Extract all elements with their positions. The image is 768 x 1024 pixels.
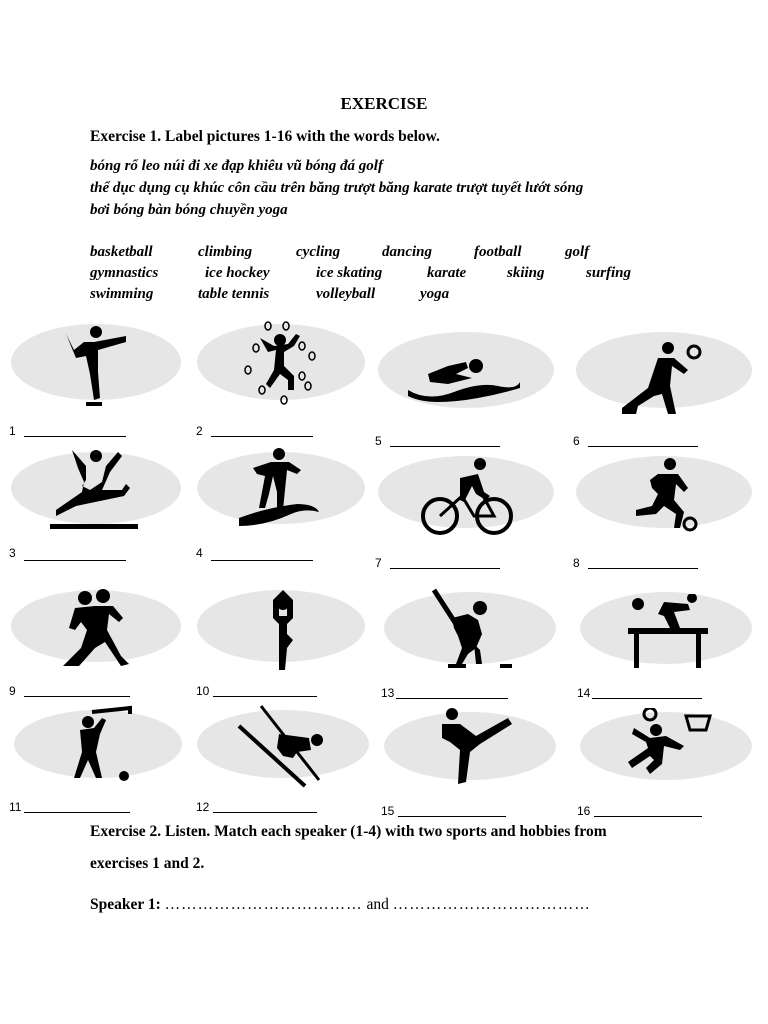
answer-blank-13[interactable] — [396, 698, 508, 699]
word-ice-hockey: ice hockey — [205, 265, 270, 281]
basketball-icon — [620, 708, 720, 792]
word-climbing: climbing — [198, 244, 253, 260]
picture-9 — [6, 586, 206, 708]
picture-number: 9 — [9, 684, 16, 698]
picture-12 — [193, 704, 393, 826]
yoga-icon — [253, 588, 313, 676]
picture-16 — [574, 708, 768, 830]
answer-blank-12[interactable] — [213, 812, 317, 813]
answer-blank-2[interactable] — [211, 436, 313, 437]
speaker-1-row — [90, 896, 591, 914]
vietnamese-line-3: bơi bóng bàn bóng chuyền yoga — [90, 202, 288, 218]
answer-blank-16[interactable] — [594, 816, 702, 817]
picture-number: 16 — [577, 804, 591, 818]
word-yoga: yoga — [420, 286, 450, 302]
answer-blank-9[interactable] — [24, 696, 130, 697]
picture-number: 14 — [577, 686, 591, 700]
answer-blank-10[interactable] — [213, 696, 317, 697]
picture-8 — [570, 452, 768, 574]
word-gymnastics: gymnastics — [90, 265, 159, 281]
word-golf: golf — [565, 244, 590, 260]
picture-6 — [570, 326, 768, 448]
picture-2 — [193, 318, 393, 440]
answer-blank-6[interactable] — [588, 446, 698, 447]
answer-blank-3[interactable] — [24, 560, 126, 561]
picture-number: 2 — [196, 424, 203, 438]
ice-skating-icon — [56, 320, 146, 410]
word-cycling: cycling — [296, 244, 341, 260]
word-table-tennis: table tennis — [198, 286, 270, 302]
picture-number: 7 — [375, 556, 382, 570]
picture-number: 10 — [196, 684, 210, 698]
picture-number: 13 — [381, 686, 395, 700]
surfing-icon — [235, 446, 325, 536]
answer-blank-14[interactable] — [592, 698, 702, 699]
and-connector: and — [366, 896, 389, 913]
volleyball-icon — [618, 330, 708, 420]
speaker-1-answer-2[interactable]: ……………………………… — [392, 896, 591, 913]
answer-blank-11[interactable] — [24, 812, 130, 813]
word-volleyball: volleyball — [316, 286, 376, 302]
picture-number: 4 — [196, 546, 203, 560]
page-title: EXERCISE — [340, 94, 428, 113]
word-football: football — [474, 244, 522, 260]
answer-blank-1[interactable] — [24, 436, 126, 437]
picture-11 — [6, 704, 206, 826]
word-basketball: basketball — [90, 244, 153, 260]
picture-number: 8 — [573, 556, 580, 570]
speaker-1-label: Speaker 1: — [90, 896, 161, 913]
answer-blank-7[interactable] — [390, 568, 500, 569]
football-icon — [622, 454, 712, 544]
climbing-icon — [238, 318, 328, 408]
picture-15 — [378, 708, 578, 830]
picture-number: 11 — [9, 800, 22, 814]
picture-number: 6 — [573, 434, 580, 448]
answer-blank-4[interactable] — [211, 560, 313, 561]
skiing-icon — [235, 704, 335, 794]
picture-4 — [193, 446, 393, 568]
gymnastics-icon — [46, 446, 146, 536]
word-swimming: swimming — [90, 286, 154, 302]
picture-number: 12 — [196, 800, 210, 814]
picture-number: 1 — [9, 424, 16, 438]
answer-blank-15[interactable] — [398, 816, 506, 817]
exercise-2-heading: Exercise 2. Listen. Match each speaker (1-4) with two sports and hobbies from — [90, 823, 607, 840]
speaker-1-answer-1[interactable]: ……………………………… — [164, 896, 363, 913]
word-karate: karate — [427, 265, 467, 281]
picture-number: 3 — [9, 546, 16, 560]
picture-number: 15 — [381, 804, 395, 818]
golf-icon — [62, 704, 142, 790]
picture-13 — [378, 586, 578, 708]
word-skiing: skiing — [507, 265, 545, 281]
word-ice-skating: ice skating — [316, 265, 383, 281]
picture-1 — [6, 318, 206, 440]
picture-5 — [372, 326, 572, 448]
dancing-icon — [51, 586, 141, 676]
exercise-2-heading-cont: exercises 1 and 2. — [90, 855, 205, 872]
answer-blank-5[interactable] — [390, 446, 500, 447]
table-tennis-icon — [624, 594, 714, 674]
vietnamese-line-1: bóng rổ leo núi đi xe đạp khiêu vũ bóng đá golf — [90, 158, 383, 174]
picture-7 — [372, 452, 572, 574]
picture-10 — [193, 586, 393, 708]
vietnamese-line-2: thể dục dụng cụ khúc côn cầu trên băng trượt băng karate trượt tuyết lướt sóng — [90, 180, 584, 196]
word-dancing: dancing — [382, 244, 433, 260]
picture-3 — [6, 446, 206, 568]
ice-hockey-icon — [428, 588, 518, 678]
picture-14 — [574, 586, 768, 708]
cycling-icon — [420, 452, 520, 542]
answer-blank-8[interactable] — [588, 568, 698, 569]
swimming-icon — [408, 344, 528, 404]
karate-icon — [436, 708, 526, 792]
picture-number: 5 — [375, 434, 382, 448]
word-surfing: surfing — [586, 265, 632, 281]
exercise-1-heading: Exercise 1. Label pictures 1-16 with the words below. — [90, 128, 440, 145]
